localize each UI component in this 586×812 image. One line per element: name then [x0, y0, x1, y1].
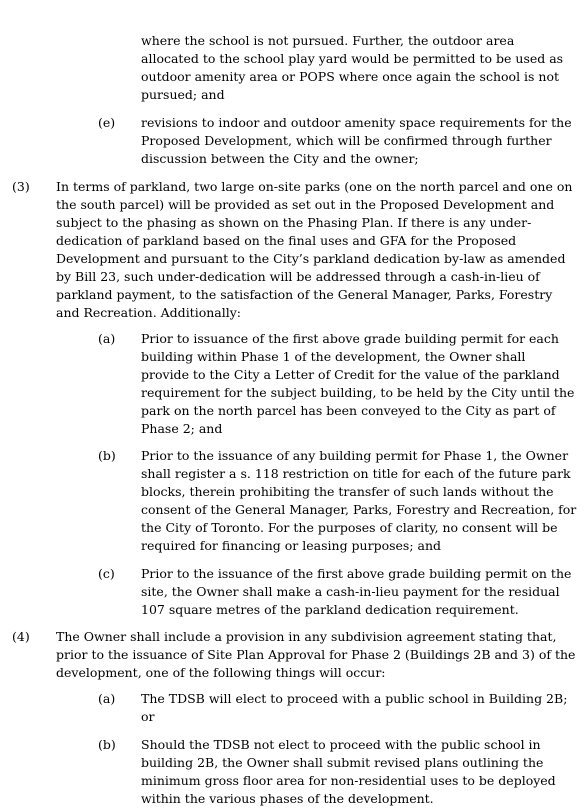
- text-line: development, one of the following things will occur:: [56, 665, 386, 680]
- text-line: site, the Owner shall make a cash-in-lieu payment for the residual: [141, 584, 560, 599]
- text-line: where the school is not pursued. Further, the outdoor area: [141, 33, 515, 48]
- text-line: Should the TDSB not elect to proceed with the public school in: [141, 737, 541, 752]
- item-3-paragraph: [56, 178, 572, 322]
- item-3a-label: (a): [98, 331, 116, 346]
- text-line: required for financing or leasing purposes; and: [141, 538, 442, 553]
- text-line: building within Phase 1 of the development, the Owner shall: [141, 349, 526, 364]
- item-e-paragraph: [141, 114, 572, 168]
- item-4-paragraph: [56, 628, 575, 682]
- text-line: building 2B, the Owner shall submit revised plans outlining the: [141, 755, 544, 770]
- text-line: 107 square metres of the parkland dedication requirement.: [141, 602, 519, 617]
- text-line: The Owner shall include a provision in any subdivision agreement stating that,: [56, 629, 557, 644]
- text-line: Prior to the issuance of the first above grade building permit on the: [141, 566, 572, 581]
- text-line: blocks, therein prohibiting the transfer of such lands without the: [141, 484, 554, 499]
- item-4b-label: (b): [98, 737, 116, 752]
- text-line: and Recreation. Additionally:: [56, 305, 242, 320]
- text-line: by Bill 23, such under-dedication will be addressed through a cash-in-lieu of: [56, 269, 540, 284]
- text-line: allocated to the school play yard would be permitted to be used as: [141, 51, 564, 66]
- text-line: Phase 2; and: [141, 421, 223, 436]
- text-line: The TDSB will elect to proceed with a public school in Building 2B;: [141, 691, 568, 706]
- text-line: consent of the General Manager, Parks, Forestry and Recreation, for: [141, 502, 577, 517]
- text-line: Development and pursuant to the City’s parkland dedication by-law as amended: [56, 251, 566, 266]
- text-line: revisions to indoor and outdoor amenity space requirements for the: [141, 115, 572, 130]
- text-line: the City of Toronto. For the purposes of clarity, no consent will be: [141, 520, 558, 535]
- text-line: requirement for the subject building, to be held by the City until the: [141, 385, 575, 400]
- text-line: provide to the City a Letter of Credit for the value of the parkland: [141, 367, 560, 382]
- text-line: prior to the issuance of Site Plan Approval for Phase 2 (Buildings 2B and 3) of the: [56, 647, 576, 662]
- item-e-label: (e): [98, 115, 116, 130]
- text-line: In terms of parkland, two large on-site parks (one on the north parcel and one on: [56, 179, 573, 194]
- text-line: the south parcel) will be provided as set out in the Proposed Development and: [56, 197, 555, 212]
- text-line: Prior to issuance of the first above grade building permit for each: [141, 331, 559, 346]
- item-3a-paragraph: [141, 330, 574, 438]
- text-line: dedication of parkland based on the final uses and GFA for the Proposed: [56, 233, 517, 248]
- item-4a-paragraph: [141, 690, 567, 726]
- text-line: shall register a s. 118 restriction on title for each of the future park: [141, 466, 571, 481]
- item-3c-paragraph: [141, 565, 571, 619]
- text-line: subject to the phasing as shown on the Phasing Plan. If there is any under-: [56, 215, 532, 230]
- text-line: park on the north parcel has been conveyed to the City as part of: [141, 403, 556, 418]
- text-line: within the various phases of the development.: [141, 791, 434, 806]
- text-line: discussion between the City and the owner;: [141, 151, 419, 166]
- item-4a-label: (a): [98, 691, 116, 706]
- text-line: Proposed Development, which will be confirmed through further: [141, 133, 552, 148]
- item-3b-label: (b): [98, 448, 116, 463]
- continuation-paragraph: [141, 32, 563, 104]
- item-3b-paragraph: [141, 447, 576, 555]
- text-line: Prior to the issuance of any building permit for Phase 1, the Owner: [141, 448, 569, 463]
- text-line: outdoor amenity area or POPS where once again the school is not: [141, 69, 560, 84]
- text-line: parkland payment, to the satisfaction of the General Manager, Parks, Forestry: [56, 287, 553, 302]
- text-line: pursued; and: [141, 87, 225, 102]
- item-3-label: (3): [12, 179, 30, 194]
- text-line: minimum gross floor area for non-residential uses to be deployed: [141, 773, 556, 788]
- item-4b-paragraph: [141, 736, 556, 808]
- item-3c-label: (c): [98, 566, 115, 581]
- text-line: or: [141, 709, 155, 724]
- item-4-label: (4): [12, 629, 30, 644]
